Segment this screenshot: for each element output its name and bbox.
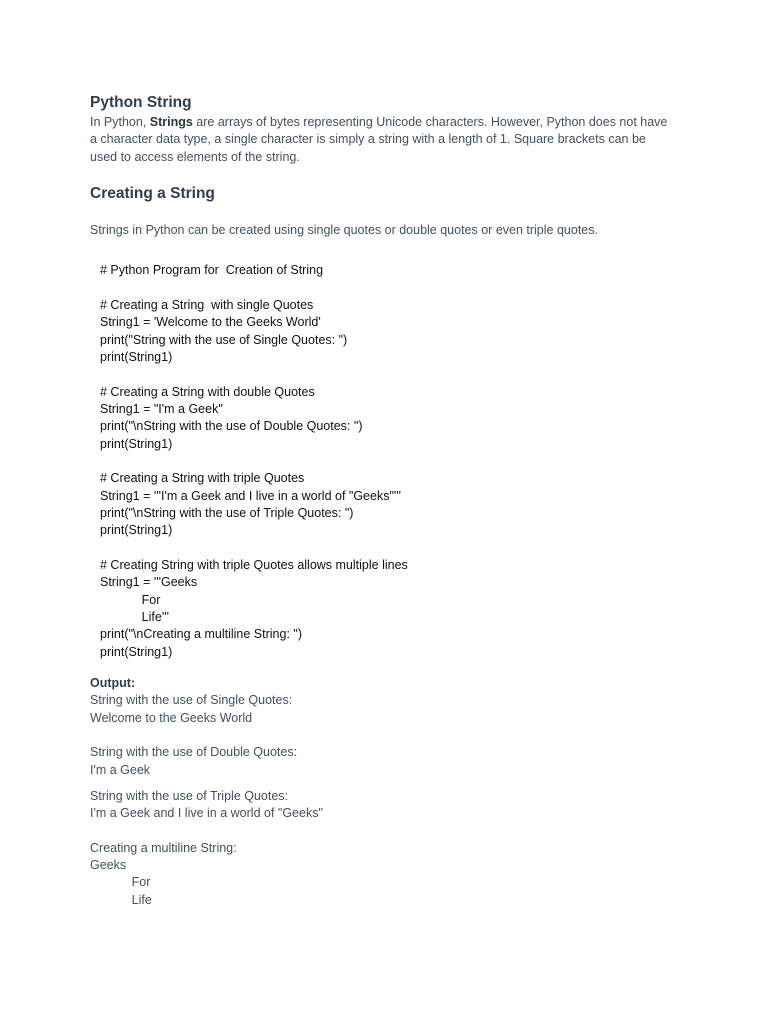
output-spacer — [90, 727, 680, 744]
output-single-head: String with the use of Single Quotes: — [90, 693, 293, 708]
output-multi-line: Geeks — [90, 858, 127, 873]
output-multi-line: For — [90, 875, 151, 890]
code-line: String1 = "I'm a Geek" — [100, 401, 223, 416]
code-line: String1 = 'Welcome to the Geeks World' — [100, 315, 321, 330]
intro-line3: used to access elements of the string. — [90, 149, 300, 164]
code-line — [100, 453, 680, 470]
code-line: print(String1) — [100, 644, 173, 659]
code-line: print("\nString with the use of Triple Quotes: ") — [100, 506, 354, 520]
code-line — [100, 540, 680, 557]
output-label: Output: — [90, 676, 136, 691]
output-triple-head: String with the use of Triple Quotes: — [90, 788, 289, 803]
code-line: # Creating a String with single Quotes — [100, 297, 314, 312]
output-multi-head: Creating a multiline String: — [90, 840, 237, 855]
code-line: print("\nCreating a multiline String: ") — [100, 627, 303, 642]
code-line: # Python Program for Creation of String — [100, 263, 324, 278]
page-title: Python String — [90, 94, 192, 111]
code-line — [100, 280, 680, 297]
code-line: print(String1) — [100, 436, 173, 451]
intro-prefix: In Python, — [90, 115, 150, 129]
document-page — [90, 92, 680, 909]
output-spacer — [90, 822, 680, 839]
output-multi-line: Life — [90, 892, 152, 907]
output-spacer — [90, 779, 680, 788]
code-line: print(String1) — [100, 349, 173, 364]
code-line: # Creating String with triple Quotes allows multiple lines — [100, 558, 408, 573]
code-block — [100, 262, 680, 661]
intro-line2: a character data type, a single character is simply a string with a length of 1. Square brackets can be — [90, 132, 646, 147]
output-single-value: Welcome to the Geeks World — [90, 710, 253, 725]
output-block — [90, 692, 680, 909]
code-line: For — [100, 592, 161, 607]
code-line: print("\nString with the use of Double Quotes: ") — [100, 419, 363, 434]
output-double-value: I'm a Geek — [90, 762, 151, 777]
output-triple-value: I'm a Geek and I live in a world of "Geeks" — [90, 806, 323, 821]
code-line: Life''' — [100, 610, 169, 625]
code-line: String1 = '''I'm a Geek and I live in a world of "Geeks"''' — [100, 488, 402, 503]
code-line: String1 = '''Geeks — [100, 575, 198, 590]
output-double-head: String with the use of Double Quotes: — [90, 745, 298, 760]
section-heading: Creating a String — [90, 184, 215, 202]
code-line: print("String with the use of Single Quotes: ") — [100, 332, 348, 347]
code-line — [100, 366, 680, 383]
code-line: # Creating a String with triple Quotes — [100, 471, 305, 486]
code-line: print(String1) — [100, 523, 173, 538]
intro-bold-term: Strings — [149, 115, 193, 129]
intro-paragraph — [90, 114, 680, 166]
code-line: # Creating a String with double Quotes — [100, 384, 315, 399]
section-paragraph: Strings in Python can be created using single quotes or double quotes or even triple quotes. — [90, 222, 598, 237]
intro-line1-rest: are arrays of bytes representing Unicode characters. However, Python does not have — [192, 115, 668, 129]
